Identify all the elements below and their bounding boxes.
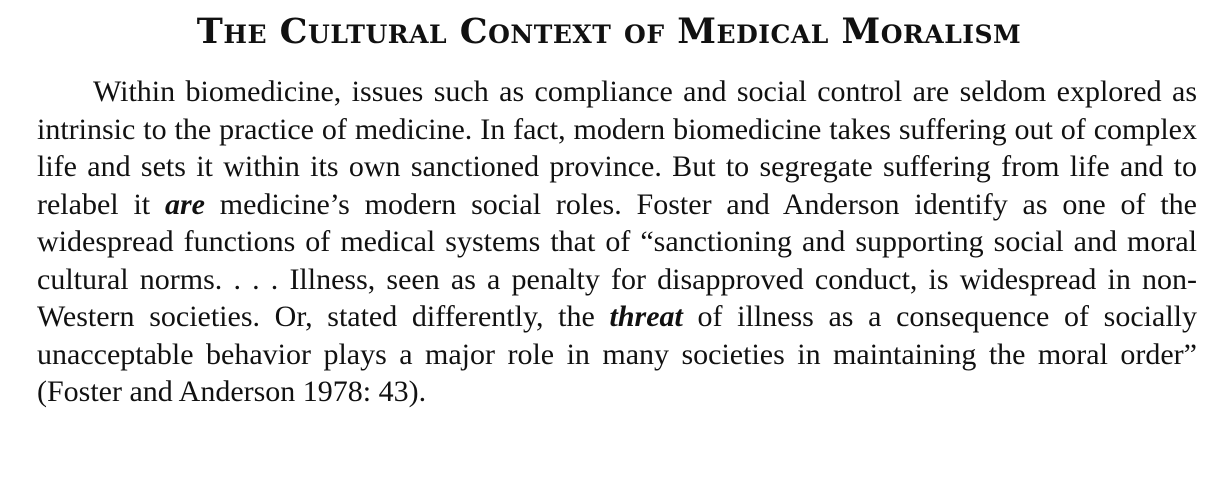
section-title: The Cultural Context of Medical Moralism: [196, 11, 1022, 52]
paragraph-text-part-1: Within biomedicine, issues such as compliance and social control are seldom explored as intrinsic to the practice of medicine. In fact, modern biomedicine takes suffering out of complex life and sets it within its own sanctioned province. But to segregate suffering from life and to relabel it: [37, 75, 1197, 221]
paragraph-text-part-2: medicine’s modern social roles. Foster and Anderson identify as one of the widespread functions of medical systems that of “sanctioning and supporting social and moral cultural norms. . . . Illness, seen as a penalty for disapproved conduct, is widespread in non-Western societies. Or, stated differently, the: [37, 187, 1197, 333]
body-paragraph: [37, 73, 1197, 411]
emphasis-are: are: [164, 187, 205, 221]
paragraph-text-part-3: of illness as a consequence of socially unacceptable behavior plays a major role in many societies in maintaining the moral order” (Foster and Anderson 1978: 43).: [37, 300, 1197, 408]
emphasis-threat: threat: [609, 300, 683, 333]
